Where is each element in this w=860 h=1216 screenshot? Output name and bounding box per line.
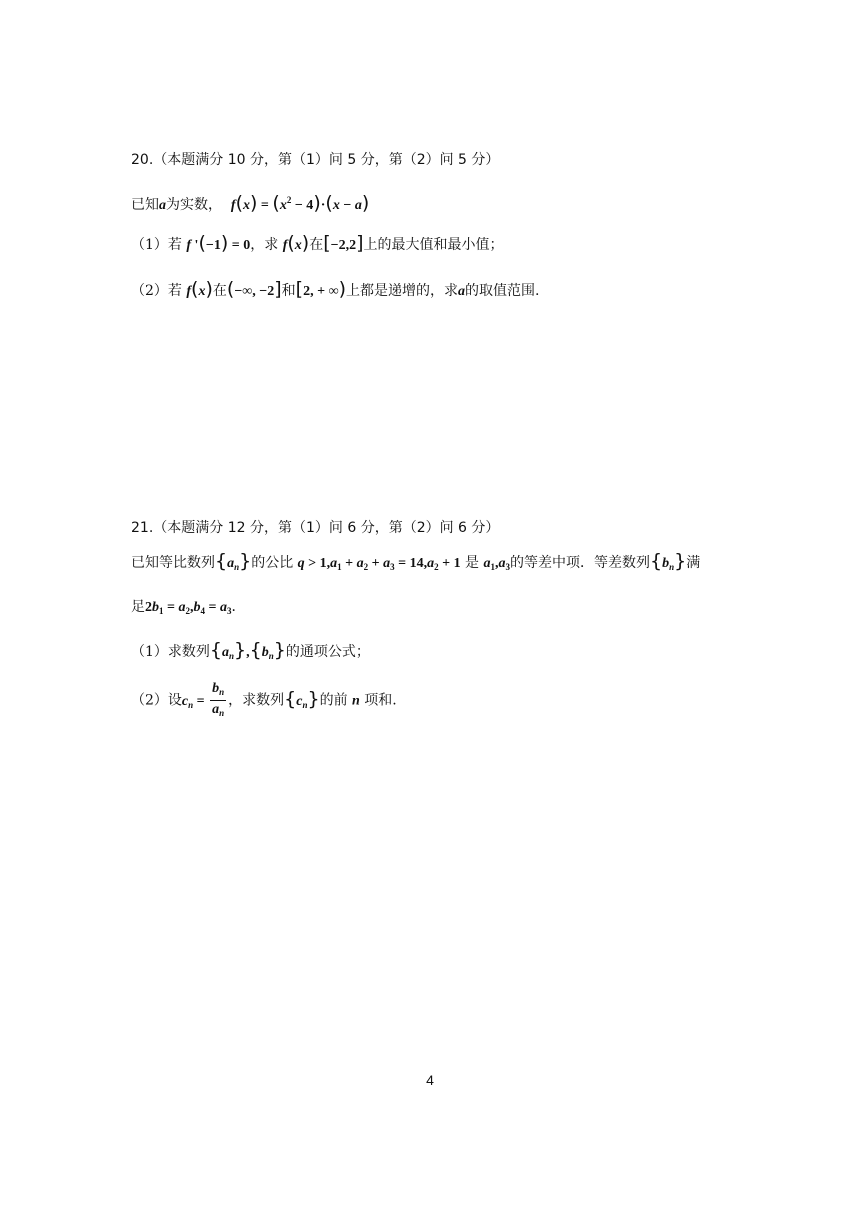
q20-interval-left: (−∞, −2] <box>226 278 282 300</box>
q21-part2-mid: ，求数列 <box>228 692 285 709</box>
q21-line2-end: ． <box>231 599 246 615</box>
q21-part2-front: 的前 <box>319 692 348 709</box>
q20-fx: f(x) <box>282 232 310 254</box>
q21-part1-label: （1）求数列 <box>131 644 210 660</box>
q21-part2-var: n <box>352 693 360 709</box>
q20-part2-end: 的取值范围. <box>464 283 540 299</box>
q20-part2-and: 和 <box>281 283 296 299</box>
q20-part1 <box>131 233 504 256</box>
q20-part1-label: （1）若 <box>131 237 182 253</box>
q20-heading: 20.（本题满分 10 分，第（1）问 5 分，第（2）问 5 分） <box>131 152 500 168</box>
q20-part2-tail: 上都是递增的，求 <box>345 283 458 299</box>
q20-function-formula: $f(x) = (x^2 - 4)\cdot(x - a)$ <box>230 192 370 214</box>
q21-intro-ratio: 的公比 <box>251 555 294 571</box>
q20-interval-right: [2, + ∞) <box>295 278 346 300</box>
q21-heading: 21.（本题满分 12 分，第（1）问 6 分，第（2）问 6 分） <box>131 520 500 536</box>
q21-part2 <box>131 680 397 722</box>
q21-part1 <box>131 640 370 666</box>
q21-condition: $q > 1,a_1 + a_2 + a_3 = 14,a_2 + 1$ <box>297 556 461 572</box>
q21-part1-tail: 的通项公式； <box>285 644 370 660</box>
q21-intro-is: 是 <box>465 555 480 571</box>
q20-part1-mid: ，求 <box>250 237 279 253</box>
q21-line2-start: 足 <box>131 599 145 615</box>
q21-c-definition: $c_n$ = $\frac{b_n}{a_n}$ <box>181 681 225 718</box>
q20-part2 <box>131 279 539 302</box>
q21-part2-label: （2）设 <box>131 692 182 709</box>
q20-part2-var: a <box>457 284 465 299</box>
q20-interval-1: [−2,2] <box>323 232 364 254</box>
q20-fx-2: f(x) <box>186 278 213 300</box>
q21-part2-tail: 项和. <box>364 692 397 709</box>
q21-line2 <box>131 597 245 621</box>
q21-b-condition: $2b_1 = a_2,b_4 = a_3$ <box>145 600 232 616</box>
q21-seq-a: $\{a_n\}$ <box>215 550 252 572</box>
q20-intro <box>131 190 369 216</box>
q21-terms: $a_1,a_3$ <box>483 556 510 572</box>
q20-var-a: a <box>159 198 166 213</box>
q21-intro-text: 已知等比数列 <box>131 555 215 571</box>
q21-seq-c: $\{c_n\}$ <box>284 687 320 710</box>
q21-part1-seqs: $\{a_n\},\{b_n\}$ <box>209 639 286 661</box>
q21-intro <box>131 551 700 577</box>
q21-intro-end: 满 <box>686 555 701 571</box>
q20-part1-in: 在 <box>309 237 324 253</box>
q21-seq-b: $\{b_n\}$ <box>649 550 687 572</box>
page-number: 4 <box>426 1072 434 1088</box>
q20-part1-tail: 上的最大值和最小值； <box>363 237 504 253</box>
q20-intro-text: 已知 <box>131 197 159 213</box>
q20-derivative-condition: f '(−1) = 0 <box>186 232 251 254</box>
q20-part2-in: 在 <box>212 283 227 299</box>
q20-part2-label: （2）若 <box>131 283 182 299</box>
q20-intro-mid: 为实数， <box>166 197 222 213</box>
q21-intro-mean: 的等差中项．等差数列 <box>509 555 650 571</box>
